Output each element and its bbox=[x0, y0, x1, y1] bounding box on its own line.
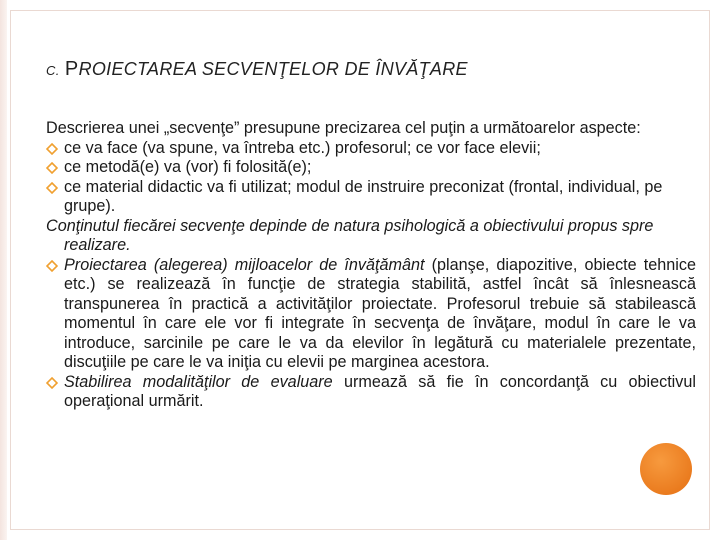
bullet-item bbox=[46, 373, 696, 412]
bullet-item bbox=[46, 158, 696, 178]
slide-title bbox=[46, 58, 468, 81]
bullet-text: ce metodă(e) va (vor) fi folosită(e); bbox=[64, 158, 312, 176]
intro-paragraph: Descrierea unei „secvenţe” presupune precizarea cel puţin a următoarelor aspecte: bbox=[46, 119, 641, 137]
hollow-diamond-bullet-icon bbox=[46, 377, 58, 389]
hollow-diamond-bullet-icon bbox=[46, 143, 58, 155]
bullet-text: (planşe, diapozitive, obiecte tehnice etc.) se realizează în funcţie de strategia stabilită, astfel încât să înlesnească transpunerea în practică a activităţilor proiectate. Profesorul trebuie să stabilească momentul în care ele vor fi integrate în secvenţa de învăţare, modul în care le va introduce, sarcinile pe care le va da elevilor în legătură cu materialele prezentate, discuţiile pe care le va iniţia cu elevii pe marginea acestora. bbox=[64, 255, 696, 371]
hollow-diamond-bullet-icon bbox=[46, 162, 58, 174]
content-paragraph bbox=[46, 217, 696, 256]
bullet-item bbox=[46, 256, 696, 373]
bullet-emphasis: Proiectarea (alegerea) mijloacelor de învăţământ bbox=[64, 255, 425, 274]
slide-body bbox=[46, 119, 696, 412]
hollow-diamond-bullet-icon bbox=[46, 182, 58, 194]
title-initial: P bbox=[64, 58, 79, 80]
bullet-text: ce material didactic va fi utilizat; modul de instruire preconizat (frontal, individual, pe grupe). bbox=[64, 177, 663, 215]
bullet-item bbox=[46, 178, 696, 217]
hollow-diamond-bullet-icon bbox=[46, 260, 58, 272]
title-text: ROIECTAREA SECVENŢELOR DE ÎNVĂŢARE bbox=[78, 59, 468, 79]
title-lead: C. bbox=[46, 63, 60, 78]
bullet-text: urmează să fie în concordanţă cu obiectivul operaţional urmărit. bbox=[64, 372, 696, 410]
bullet-text: ce va face (va spune, va întreba etc.) profesorul; ce vor face elevii; bbox=[64, 138, 541, 157]
content-text: Conţinutul fiecărei secvenţe depinde de natura psihologică a obiectivului propus spre realizare. bbox=[46, 216, 654, 254]
slide-side-band bbox=[0, 0, 7, 540]
bullet-emphasis: Stabilirea modalităţilor de evaluare bbox=[64, 372, 333, 391]
bullet-item bbox=[46, 139, 696, 159]
orange-circle-decoration bbox=[640, 443, 692, 495]
